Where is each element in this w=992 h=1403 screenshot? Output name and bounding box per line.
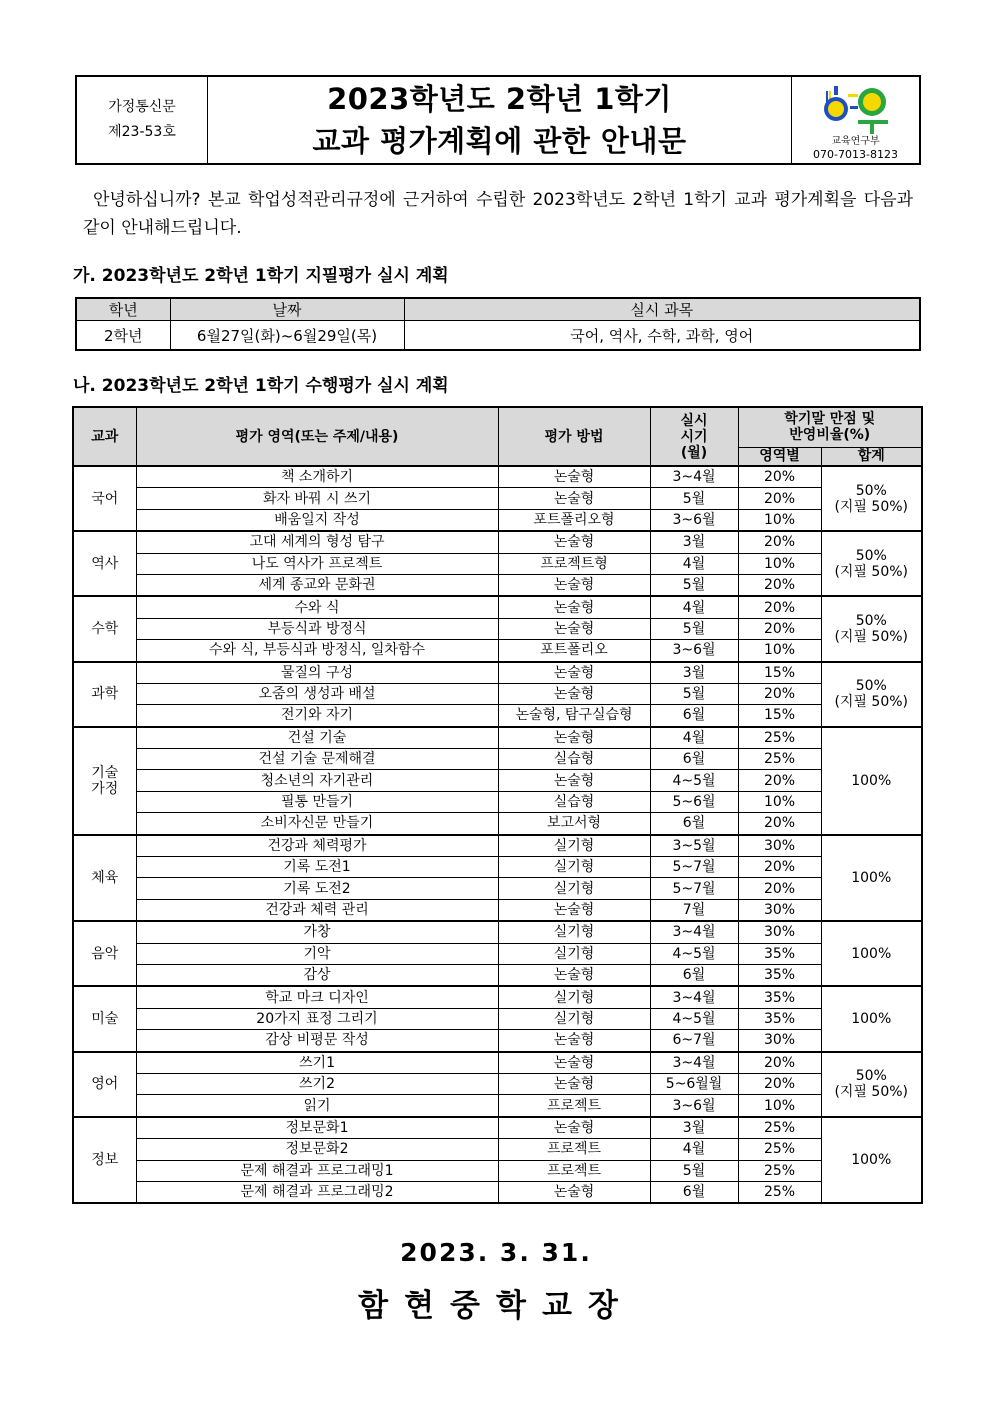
timing-cell: 6월 [650, 964, 738, 986]
table-row [73, 640, 922, 662]
table-row [73, 857, 922, 878]
cell-date: 6월27일(화)~6월29일(목) [170, 321, 404, 351]
notice-header [75, 75, 921, 165]
method-cell: 실기형 [498, 943, 650, 964]
area-cell: 고대 세계의 형성 탐구 [136, 531, 498, 553]
weight-cell: 20% [738, 1052, 821, 1074]
area-cell: 전기와 자기 [136, 705, 498, 727]
performance-assessment-table [72, 406, 923, 1204]
total-cell: 100% [821, 986, 922, 1051]
area-cell: 오줌의 생성과 배설 [136, 683, 498, 704]
area-cell: 배움일지 작성 [136, 509, 498, 531]
logo-phone: 070-7013-8123 [813, 148, 898, 161]
issue-info [77, 77, 208, 163]
weight-cell: 20% [738, 574, 821, 596]
area-cell: 감상 비평문 작성 [136, 1030, 498, 1052]
subject-cell: 미술 [73, 986, 136, 1051]
timing-cell: 3~4월 [650, 1052, 738, 1074]
timing-cell: 6월 [650, 705, 738, 727]
timing-cell: 3~6월 [650, 640, 738, 662]
method-cell: 논술형 [498, 662, 650, 684]
method-cell: 포트폴리오 [498, 640, 650, 662]
weight-cell: 30% [738, 899, 821, 921]
table-row [73, 1160, 922, 1181]
weight-cell: 15% [738, 705, 821, 727]
area-cell: 읽기 [136, 1095, 498, 1117]
table-row [73, 466, 922, 488]
weight-cell: 20% [738, 878, 821, 899]
table-row [73, 1139, 922, 1160]
method-cell: 논술형 [498, 466, 650, 488]
table-row [73, 488, 922, 509]
method-cell: 실습형 [498, 749, 650, 770]
weight-cell: 25% [738, 1160, 821, 1181]
timing-cell: 5월 [650, 618, 738, 639]
method-cell: 논술형 [498, 596, 650, 618]
table-row [73, 1030, 922, 1052]
weight-cell: 10% [738, 1095, 821, 1117]
header-method: 평가 방법 [498, 407, 650, 466]
area-cell: 기록 도전2 [136, 878, 498, 899]
table-row [73, 1117, 922, 1139]
timing-cell: 5월 [650, 683, 738, 704]
table-row [73, 749, 922, 770]
method-cell: 실습형 [498, 791, 650, 812]
area-cell: 기악 [136, 943, 498, 964]
timing-cell: 6월 [650, 813, 738, 835]
area-cell: 정보문화2 [136, 1139, 498, 1160]
timing-cell: 4~5월 [650, 1008, 738, 1029]
area-cell: 문제 해결과 프로그래밍1 [136, 1160, 498, 1181]
area-cell: 쓰기1 [136, 1052, 498, 1074]
method-cell: 논술형 [498, 1181, 650, 1203]
cell-subjects: 국어, 역사, 수학, 과학, 영어 [404, 321, 920, 351]
total-cell: 50% (지필 50%) [821, 466, 922, 531]
timing-cell: 4월 [650, 1139, 738, 1160]
weight-cell: 20% [738, 531, 821, 553]
table-row [73, 596, 922, 618]
weight-cell: 20% [738, 683, 821, 704]
method-cell: 실기형 [498, 857, 650, 878]
table-row [73, 531, 922, 553]
header-timing: 실시 시기 (월) [650, 407, 738, 466]
timing-cell: 6~7월 [650, 1030, 738, 1052]
timing-cell: 3~5월 [650, 835, 738, 857]
method-cell: 보고서형 [498, 813, 650, 835]
area-cell: 책 소개하기 [136, 466, 498, 488]
weight-cell: 25% [738, 1181, 821, 1203]
timing-cell: 5월 [650, 574, 738, 596]
area-cell: 나도 역사가 프로젝트 [136, 553, 498, 574]
weight-cell: 25% [738, 1117, 821, 1139]
total-cell: 100% [821, 921, 922, 986]
timing-cell: 4월 [650, 727, 738, 749]
weight-cell: 20% [738, 618, 821, 639]
table-row [73, 727, 922, 749]
area-cell: 청소년의 자기관리 [136, 770, 498, 791]
timing-cell: 3월 [650, 531, 738, 553]
weight-cell: 10% [738, 640, 821, 662]
method-cell: 실기형 [498, 921, 650, 943]
area-cell: 학교 마크 디자인 [136, 986, 498, 1008]
header-total: 합계 [821, 447, 922, 466]
method-cell: 포트폴리오형 [498, 509, 650, 531]
timing-cell: 3~4월 [650, 986, 738, 1008]
method-cell: 논술형 [498, 683, 650, 704]
method-cell: 논술형 [498, 770, 650, 791]
timing-cell: 4월 [650, 596, 738, 618]
issue-number: 제23-53호 [108, 124, 176, 140]
weight-cell: 25% [738, 727, 821, 749]
timing-cell: 3~4월 [650, 921, 738, 943]
assessment-rows [73, 466, 922, 1203]
weight-cell: 10% [738, 791, 821, 812]
timing-cell: 3월 [650, 1117, 738, 1139]
issue-date: 2023. 3. 31. [400, 1238, 592, 1267]
title-line-1: 2023학년도 2학년 1학기 [327, 82, 672, 116]
weight-cell: 20% [738, 1073, 821, 1094]
timing-cell: 6월 [650, 1181, 738, 1203]
area-cell: 기록 도전1 [136, 857, 498, 878]
weight-cell: 10% [738, 509, 821, 531]
timing-cell: 5~6월월 [650, 1073, 738, 1094]
method-cell: 프로젝트 [498, 1095, 650, 1117]
written-exam-table [75, 297, 921, 351]
table-row [73, 943, 922, 964]
total-cell: 50% (지필 50%) [821, 596, 922, 661]
method-cell: 논술형 [498, 531, 650, 553]
subject-cell: 과학 [73, 662, 136, 727]
table-row [73, 618, 922, 639]
weight-cell: 25% [738, 749, 821, 770]
table-row [73, 1095, 922, 1117]
method-cell: 논술형 [498, 488, 650, 509]
table-row [73, 1073, 922, 1094]
school-logo-icon [820, 84, 892, 136]
timing-cell: 3~6월 [650, 1095, 738, 1117]
total-cell: 50% (지필 50%) [821, 662, 922, 727]
weight-cell: 15% [738, 662, 821, 684]
method-cell: 논술형 [498, 1052, 650, 1074]
weight-cell: 35% [738, 943, 821, 964]
area-cell: 건설 기술 [136, 727, 498, 749]
method-cell: 논술형 [498, 1117, 650, 1139]
timing-cell: 6월 [650, 749, 738, 770]
timing-cell: 5월 [650, 1160, 738, 1181]
timing-cell: 5~7월 [650, 857, 738, 878]
section-a-heading: 가. 2023학년도 2학년 1학기 지필평가 실시 계획 [73, 266, 449, 286]
weight-cell: 35% [738, 1008, 821, 1029]
total-cell: 100% [821, 727, 922, 835]
section-b-heading: 나. 2023학년도 2학년 1학기 수행평가 실시 계획 [73, 376, 449, 396]
area-cell: 부등식과 방정식 [136, 618, 498, 639]
total-cell: 100% [821, 1117, 922, 1204]
area-cell: 감상 [136, 964, 498, 986]
table-row [73, 662, 922, 684]
col-subjects: 실시 과목 [404, 298, 920, 321]
timing-cell: 4~5월 [650, 943, 738, 964]
area-cell: 필통 만들기 [136, 791, 498, 812]
table-row [73, 878, 922, 899]
weight-cell: 30% [738, 921, 821, 943]
method-cell: 논술형, 탐구실습형 [498, 705, 650, 727]
subject-cell: 기술 가정 [73, 727, 136, 835]
table-row [73, 705, 922, 727]
subject-cell: 음악 [73, 921, 136, 986]
area-cell: 20가지 표정 그리기 [136, 1008, 498, 1029]
area-cell: 정보문화1 [136, 1117, 498, 1139]
timing-cell: 5~7월 [650, 878, 738, 899]
table-row [73, 574, 922, 596]
subject-cell: 정보 [73, 1117, 136, 1204]
table-row [73, 899, 922, 921]
weight-cell: 30% [738, 835, 821, 857]
cell-grade: 2학년 [76, 321, 170, 351]
weight-cell: 20% [738, 857, 821, 878]
table-row [73, 813, 922, 835]
table-row [73, 791, 922, 812]
table-row [73, 835, 922, 857]
timing-cell: 4~5월 [650, 770, 738, 791]
area-cell: 화자 바꿔 시 쓰기 [136, 488, 498, 509]
timing-cell: 3~6월 [650, 509, 738, 531]
header-subject: 교과 [73, 407, 136, 466]
area-cell: 건강과 체력 관리 [136, 899, 498, 921]
weight-cell: 25% [738, 1139, 821, 1160]
total-cell: 50% (지필 50%) [821, 1052, 922, 1117]
weight-cell: 10% [738, 553, 821, 574]
header-per-area: 영역별 [738, 447, 821, 466]
timing-cell: 7월 [650, 899, 738, 921]
area-cell: 문제 해결과 프로그래밍2 [136, 1181, 498, 1203]
area-cell: 가창 [136, 921, 498, 943]
timing-cell: 3~4월 [650, 466, 738, 488]
method-cell: 논술형 [498, 1073, 650, 1094]
table-row [73, 1181, 922, 1203]
area-cell: 건설 기술 문제해결 [136, 749, 498, 770]
col-grade: 학년 [76, 298, 170, 321]
subject-cell: 수학 [73, 596, 136, 661]
table-row [73, 553, 922, 574]
weight-cell: 20% [738, 770, 821, 791]
method-cell: 프로젝트 [498, 1139, 650, 1160]
area-cell: 물질의 구성 [136, 662, 498, 684]
method-cell: 논술형 [498, 1030, 650, 1052]
intro-paragraph: 안녕하십니까? 본교 학업성적관리규정에 근거하여 수립한 2023학년도 2학년 1학기 교과 평가계획을 다음과 같이 안내해드립니다. [83, 190, 913, 238]
table-row [73, 683, 922, 704]
area-cell: 쓰기2 [136, 1073, 498, 1094]
table-row [73, 1052, 922, 1074]
weight-cell: 30% [738, 1030, 821, 1052]
method-cell: 실기형 [498, 1008, 650, 1029]
weight-cell: 20% [738, 488, 821, 509]
total-cell: 100% [821, 835, 922, 922]
newsletter-label: 가정통신문 [108, 99, 176, 115]
weight-cell: 35% [738, 964, 821, 986]
table-row [73, 1008, 922, 1029]
area-cell: 세계 종교와 문화권 [136, 574, 498, 596]
area-cell: 건강과 체력평가 [136, 835, 498, 857]
weight-cell: 20% [738, 466, 821, 488]
principal-signature: 함현중학교장 [358, 1288, 634, 1324]
method-cell: 논술형 [498, 574, 650, 596]
logo-department: 교육연구부 [831, 136, 880, 147]
school-logo-block [791, 77, 919, 163]
timing-cell: 5~6월 [650, 791, 738, 812]
weight-cell: 20% [738, 596, 821, 618]
method-cell: 논술형 [498, 618, 650, 639]
table-row [73, 770, 922, 791]
area-cell: 수와 식, 부등식과 방정식, 일차함수 [136, 640, 498, 662]
subject-cell: 영어 [73, 1052, 136, 1117]
method-cell: 프로젝트형 [498, 553, 650, 574]
col-date: 날짜 [170, 298, 404, 321]
title-line-2: 교과 평가계획에 관한 안내문 [312, 124, 687, 158]
header-area: 평가 영역(또는 주제/내용) [136, 407, 498, 466]
method-cell: 실기형 [498, 835, 650, 857]
method-cell: 실기형 [498, 878, 650, 899]
method-cell: 프로젝트 [498, 1160, 650, 1181]
table-row [73, 921, 922, 943]
weight-cell: 20% [738, 813, 821, 835]
timing-cell: 3월 [650, 662, 738, 684]
weight-cell: 35% [738, 986, 821, 1008]
timing-cell: 4월 [650, 553, 738, 574]
table-row [73, 986, 922, 1008]
subject-cell: 국어 [73, 466, 136, 531]
area-cell: 수와 식 [136, 596, 498, 618]
method-cell: 논술형 [498, 964, 650, 986]
document-title [208, 77, 791, 163]
timing-cell: 5월 [650, 488, 738, 509]
table-row [73, 509, 922, 531]
method-cell: 실기형 [498, 986, 650, 1008]
subject-cell: 체육 [73, 835, 136, 922]
header-weight: 학기말 만점 및 반영비율(%) [738, 407, 922, 447]
method-cell: 논술형 [498, 727, 650, 749]
subject-cell: 역사 [73, 531, 136, 596]
method-cell: 논술형 [498, 899, 650, 921]
total-cell: 50% (지필 50%) [821, 531, 922, 596]
table-row [73, 964, 922, 986]
area-cell: 소비자신문 만들기 [136, 813, 498, 835]
